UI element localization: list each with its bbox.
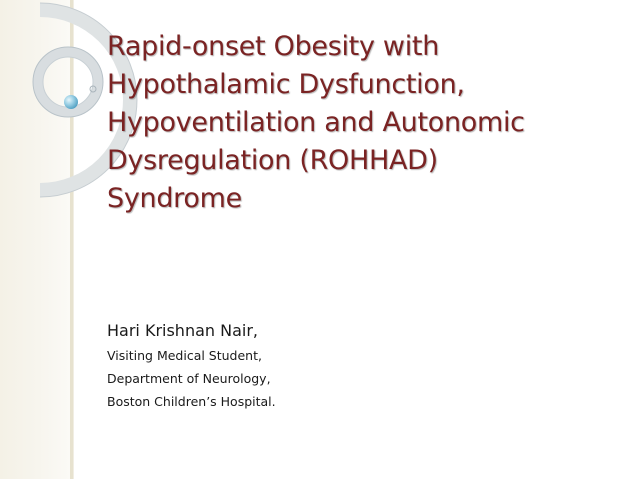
affiliation-line: Visiting Medical Student, <box>107 348 262 363</box>
slide-title <box>107 28 627 218</box>
title-line: Syndrome <box>107 183 242 214</box>
blue-bubble <box>64 95 78 109</box>
title-line: Rapid-onset Obesity with <box>107 31 440 62</box>
affiliation-line: Boston Children’s Hospital. <box>107 394 276 409</box>
slide-subtitle <box>107 318 527 413</box>
title-line: Dysregulation (ROHHAD) <box>107 145 438 176</box>
affiliation-line: Department of Neurology, <box>107 371 271 386</box>
author-name: Hari Krishnan Nair, <box>107 321 258 340</box>
title-line: Hypoventilation and Autonomic <box>107 107 525 138</box>
title-line: Hypothalamic Dysfunction, <box>107 69 465 100</box>
